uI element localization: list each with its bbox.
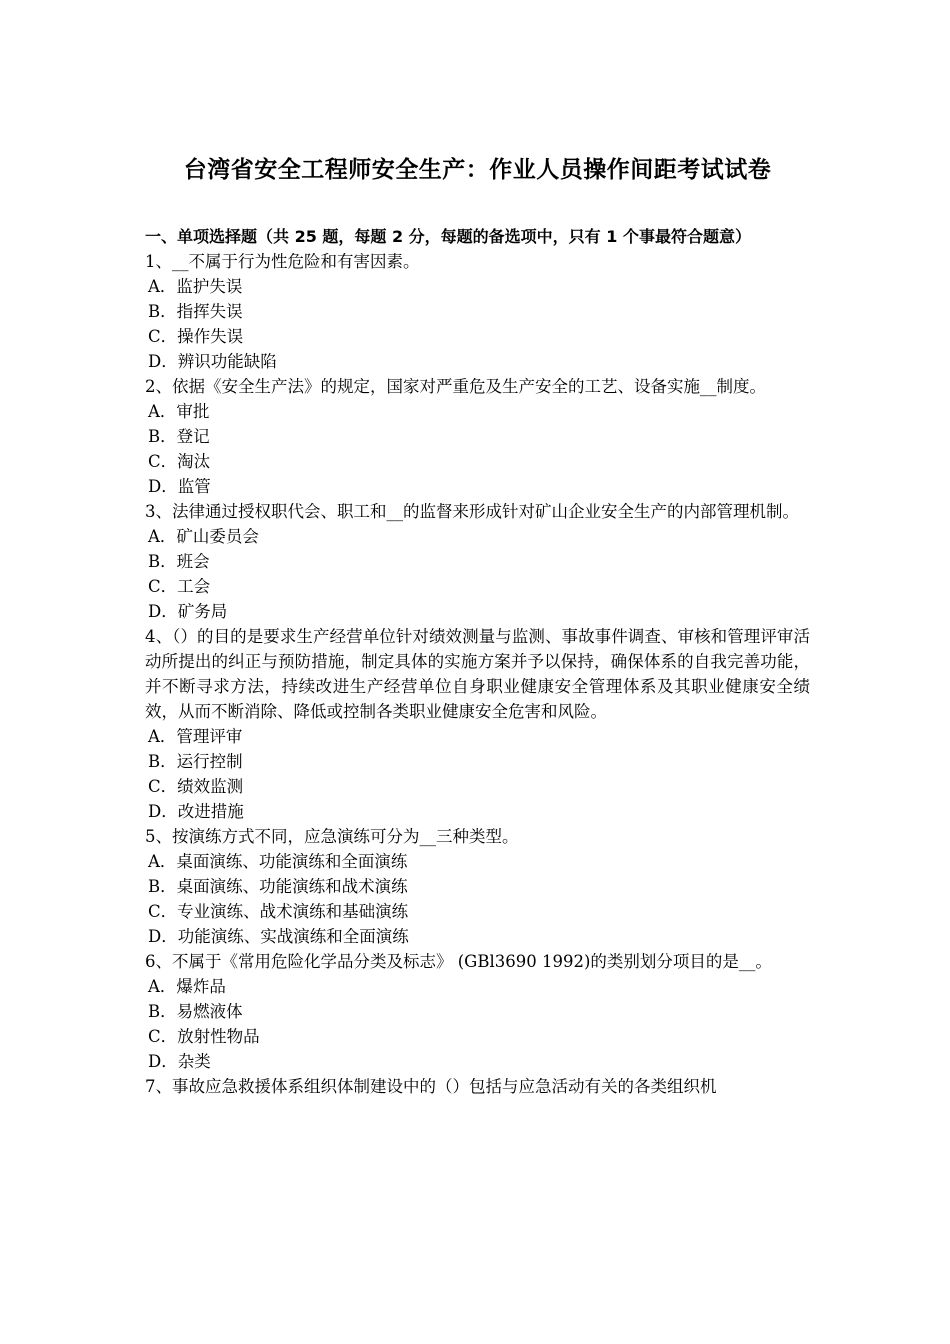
- question-stem: 2、依据《安全生产法》的规定，国家对严重危及生产安全的工艺、设备实施__制度。: [145, 377, 766, 396]
- question-stem: 5、按演练方式不同，应急演练可分为__三种类型。: [145, 827, 519, 846]
- option-a: A．桌面演练、功能演练和全面演练: [148, 852, 408, 871]
- option-c: C．操作失误: [148, 327, 244, 346]
- question-stem: 6、不属于《常用危险化学品分类及标志》 (GBl3690 1992)的类别划分项目的是__。: [145, 952, 772, 971]
- question-stem: 3、法律通过授权职代会、职工和__的监督来形成针对矿山企业安全生产的内部管理机制。: [145, 502, 799, 521]
- option-b: B．登记: [148, 427, 210, 446]
- question-6: [145, 949, 810, 1074]
- option-c: C．淘汰: [148, 452, 211, 471]
- question-stem: 7、事故应急救援体系组织体制建设中的（）包括与应急活动有关的各类组织机: [145, 1077, 717, 1096]
- option-b: B．桌面演练、功能演练和战术演练: [148, 877, 408, 896]
- question-stem: 4、（）的目的是要求生产经营单位针对绩效测量与监测、事故事件调查、审核和管理评审活动所提出的纠正与预防措施，制定具体的实施方案并予以保持，确保体系的自我完善功能，并不断寻求方法，持续改进生产经营单位自身职业健康安全管理体系及其职业健康安全绩效，从而不断消除、降低或控制各类职业健康安全危害和风险。: [145, 627, 810, 721]
- option-b: B．指挥失误: [148, 302, 243, 321]
- question-list: [145, 249, 810, 1099]
- question-7: [145, 1074, 810, 1099]
- option-a: A．管理评审: [148, 727, 243, 746]
- option-a: A．矿山委员会: [148, 527, 259, 546]
- question-stem: 1、__不属于行为性危险和有害因素。: [145, 252, 420, 271]
- option-b: B．运行控制: [148, 752, 243, 771]
- option-a: A．审批: [148, 402, 210, 421]
- option-c: C．专业演练、战术演练和基础演练: [148, 902, 409, 921]
- option-b: B．易燃液体: [148, 1002, 243, 1021]
- option-list: [145, 399, 810, 499]
- option-list: [145, 974, 810, 1074]
- question-2: [145, 374, 810, 499]
- option-b: B．班会: [148, 552, 210, 571]
- option-list: [145, 724, 810, 824]
- option-c: C．绩效监测: [148, 777, 244, 796]
- option-d: D．杂类: [148, 1052, 211, 1071]
- option-c: C．放射性物品: [148, 1027, 260, 1046]
- question-1: [145, 249, 810, 374]
- question-3: [145, 499, 810, 624]
- option-list: [145, 849, 810, 949]
- option-list: [145, 524, 810, 624]
- question-5: [145, 824, 810, 949]
- option-d: D．功能演练、实战演练和全面演练: [148, 927, 409, 946]
- option-c: C．工会: [148, 577, 211, 596]
- section-heading: 一、单项选择题（共 25 题，每题 2 分，每题的备选项中，只有 1 个事最符合题意）: [145, 227, 751, 246]
- document-title: 台湾省安全工程师安全生产：作业人员操作间距考试试卷: [183, 157, 772, 183]
- question-4: [145, 624, 810, 824]
- option-d: D．改进措施: [148, 802, 244, 821]
- option-d: D．矿务局: [148, 602, 228, 621]
- option-d: D．监管: [148, 477, 211, 496]
- option-a: A．监护失误: [148, 277, 243, 296]
- option-a: A．爆炸品: [148, 977, 226, 996]
- option-d: D．辨识功能缺陷: [148, 352, 277, 371]
- option-list: [145, 274, 810, 374]
